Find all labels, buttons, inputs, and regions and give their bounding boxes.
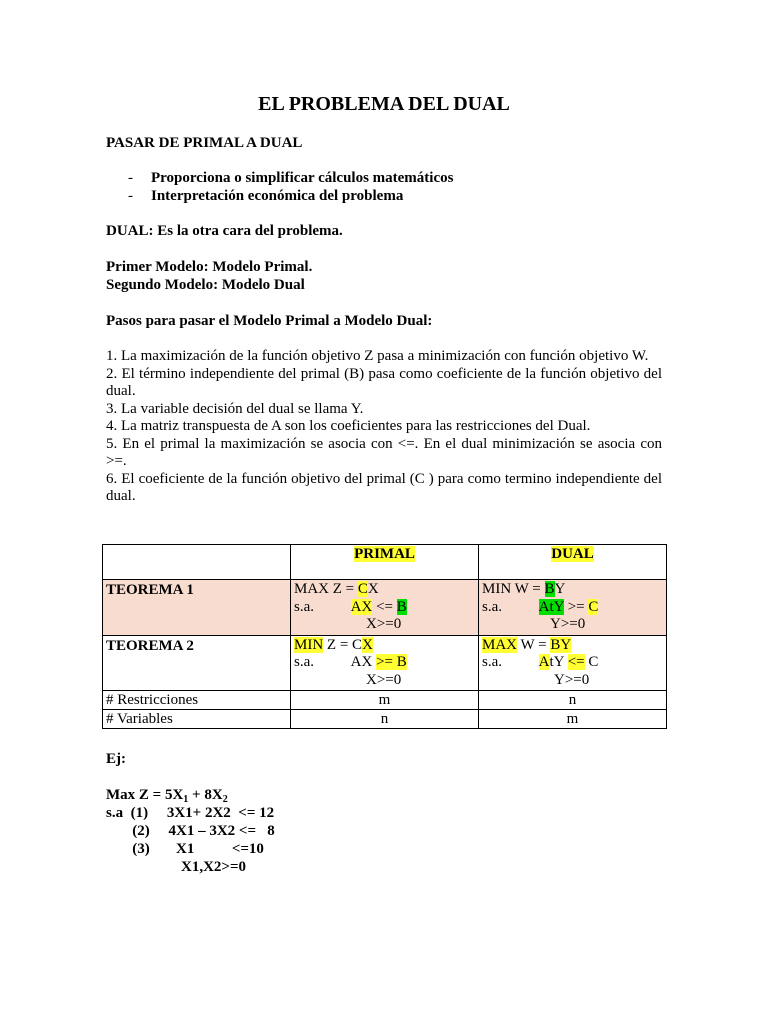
teorema2-dual: MAX W = BY s.a. AtY <= C Y>=0 [479, 635, 667, 691]
dual-header: DUAL [479, 545, 667, 580]
example-heading: Ej: [106, 751, 126, 767]
restricciones-label: # Restricciones [103, 691, 291, 710]
variables-label: # Variables [103, 710, 291, 729]
primal-dual-table [102, 544, 667, 729]
table-row-restricciones [103, 691, 667, 710]
table-row-teorema1 [103, 580, 667, 636]
teorema1-primal: MAX Z = CX s.a. AX <= B X>=0 [291, 580, 479, 636]
bullet-marker: - [128, 188, 133, 204]
example-constraint-3: (3) X1 <=10 [106, 841, 264, 857]
teorema2-primal: MIN Z = CX s.a. AX >= B X>=0 [291, 635, 479, 691]
table-row-variables [103, 710, 667, 729]
subtitle: PASAR DE PRIMAL A DUAL [106, 135, 303, 151]
page-title: EL PROBLEMA DEL DUAL [258, 93, 510, 115]
table-header-row [103, 545, 667, 580]
table-corner-cell [103, 545, 291, 580]
restricciones-dual: n [479, 691, 667, 710]
example-nonnegativity: X1,X2>=0 [106, 859, 247, 875]
example-constraint-2: (2) 4X1 – 3X2 <= 8 [106, 823, 275, 839]
primal-header: PRIMAL [291, 545, 479, 580]
bullet-item: Proporciona o simplificar cálculos matemáticos [151, 170, 454, 186]
steps-heading: Pasos para pasar el Modelo Primal a Modelo Dual: [106, 313, 433, 329]
second-model: Segundo Modelo: Modelo Dual [106, 277, 305, 293]
teorema1-dual: MIN W = BY s.a. AtY >= C Y>=0 [479, 580, 667, 636]
dual-definition: DUAL: Es la otra cara del problema. [106, 223, 343, 239]
variables-dual: m [479, 710, 667, 729]
teorema1-label: TEOREMA 1 [103, 580, 291, 636]
step-item: 3. La variable decisión del dual se llama Y. [106, 400, 364, 417]
example-constraint-1: s.a (1) 3X1+ 2X2 <= 12 [106, 805, 275, 821]
step-item: 6. El coeficiente de la función objetivo del primal (C ) para como termino independiente del dual. [106, 470, 662, 504]
step-item: 4. La matriz transpuesta de A son los coeficientes para las restricciones del Dual. [106, 418, 591, 434]
bullet-marker: - [128, 170, 133, 186]
step-item: 2. El término independiente del primal (B) pasa como coeficiente de la función objetivo del dual. [106, 365, 662, 399]
variables-primal: n [291, 710, 479, 729]
step-item: 5. En el primal la maximización se asocia con <=. En el dual minimización se asocia con >=. [106, 435, 662, 469]
first-model: Primer Modelo: Modelo Primal. [106, 259, 313, 275]
steps-list [106, 348, 662, 506]
bullet-item: Interpretación económica del problema [151, 188, 404, 204]
step-item: 1. La maximización de la función objetivo Z pasa a minimización con función objetivo W. [106, 348, 649, 364]
example-objective: Max $Z = 5X_1 + 8X_2$ [106, 787, 228, 805]
restricciones-primal: m [291, 691, 479, 710]
teorema2-label: TEOREMA 2 [103, 635, 291, 691]
table-row-teorema2 [103, 635, 667, 691]
